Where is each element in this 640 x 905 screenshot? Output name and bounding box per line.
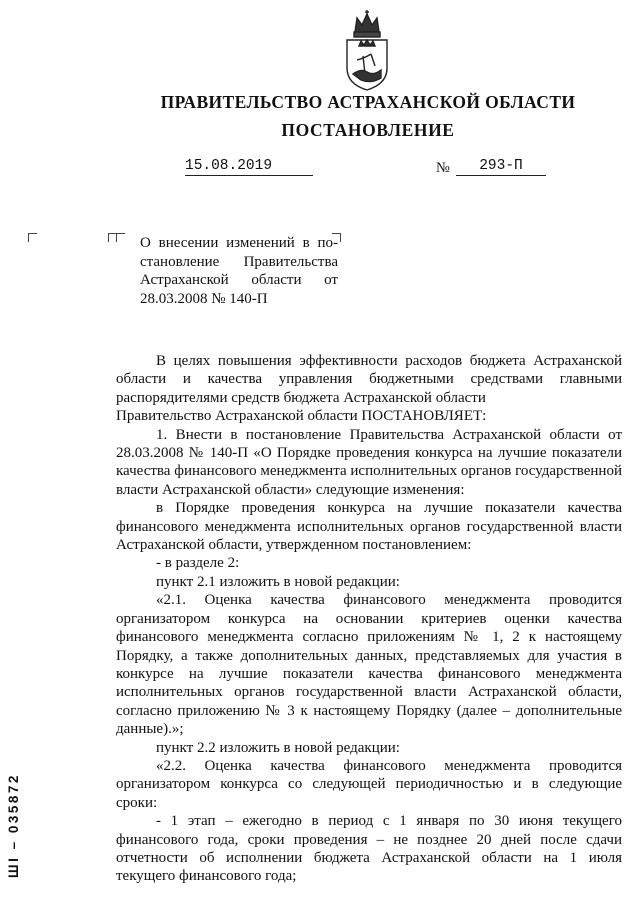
- document-date: 15.08.2019: [185, 158, 313, 176]
- stage-1-text: - 1 этап – ежегодно в период с 1 января по 30 июня текущего финансового года, сроки проведения – не позднее 20 дней после сдачи отчетности об исполнении бюджета Астраханской области на 1 июля текущего финансового года;: [116, 813, 622, 885]
- subject-line: О внесении изменений в по-: [140, 235, 338, 251]
- subject-line: 28.03.2008 № 140-П: [140, 290, 268, 307]
- order-paragraph: в Порядке проведения конкурса на лучшие показатели качества финансового менеджмента исполнительных органов государственной власти Астраханской области, утвержденном постановлением:: [116, 500, 622, 554]
- subject-line: Астраханской области от: [140, 272, 338, 288]
- number-sign: №: [436, 160, 450, 176]
- preamble-paragraph: В целях повышения эффективности расходов бюджета Астраханской области и качества управления бюджетными средствами главными распорядителями средств бюджета Астраханской области: [116, 353, 622, 406]
- section-2-line: - в разделе 2:: [156, 555, 240, 572]
- corner-mark: [116, 233, 125, 242]
- item-2-1-intro: пункт 2.1 изложить в новой редакции:: [156, 573, 400, 590]
- corner-mark: [28, 233, 37, 242]
- government-title: ПРАВИТЕЛЬСТВО АСТРАХАНСКОЙ ОБЛАСТИ: [160, 92, 576, 112]
- document-subject: [140, 234, 338, 308]
- serial-number: ШІ – 035872: [6, 773, 21, 878]
- subject-line: становление Правительства: [140, 253, 338, 270]
- item-2-2-intro: пункт 2.2 изложить в новой редакции:: [156, 739, 400, 756]
- resolution-line: Правительство Астраханской области ПОСТАНОВЛЯЕТ:: [116, 408, 487, 425]
- item-2-2-text: «2.2. Оценка качества финансового менеджмента проводится организатором конкурса со следующей периодичностью и в следующие сроки:: [116, 757, 622, 811]
- document-number: 293-П: [456, 158, 546, 176]
- item-2-1-text: «2.1. Оценка качества финансового менеджмента проводится организатором конкурса на основании критериев оценки качества финансового менеджмента согласно приложениям № 1, 2 к настоящему Порядку, а также дополнительных данных, представляемых для участия в конкурсе на лучшие показатели качества финансового менеджмента исполнительных органов государственной власти Астраханской области, согласно приложению № 3 к настоящему Порядку (далее – дополнительные данные).»;: [116, 592, 622, 738]
- astrakhan-coat-of-arms-icon: [341, 10, 393, 92]
- clause-1: 1. Внести в постановление Правительства Астраханской области от 28.03.2008 № 140-П «О Порядке проведения конкурса на лучшие показатели качества финансового менеджмента исполнительных органов государственной власти Астраханской области» следующие изменения:: [116, 426, 622, 498]
- document-body: [116, 352, 622, 886]
- document-type: ПОСТАНОВЛЕНИЕ: [281, 120, 455, 140]
